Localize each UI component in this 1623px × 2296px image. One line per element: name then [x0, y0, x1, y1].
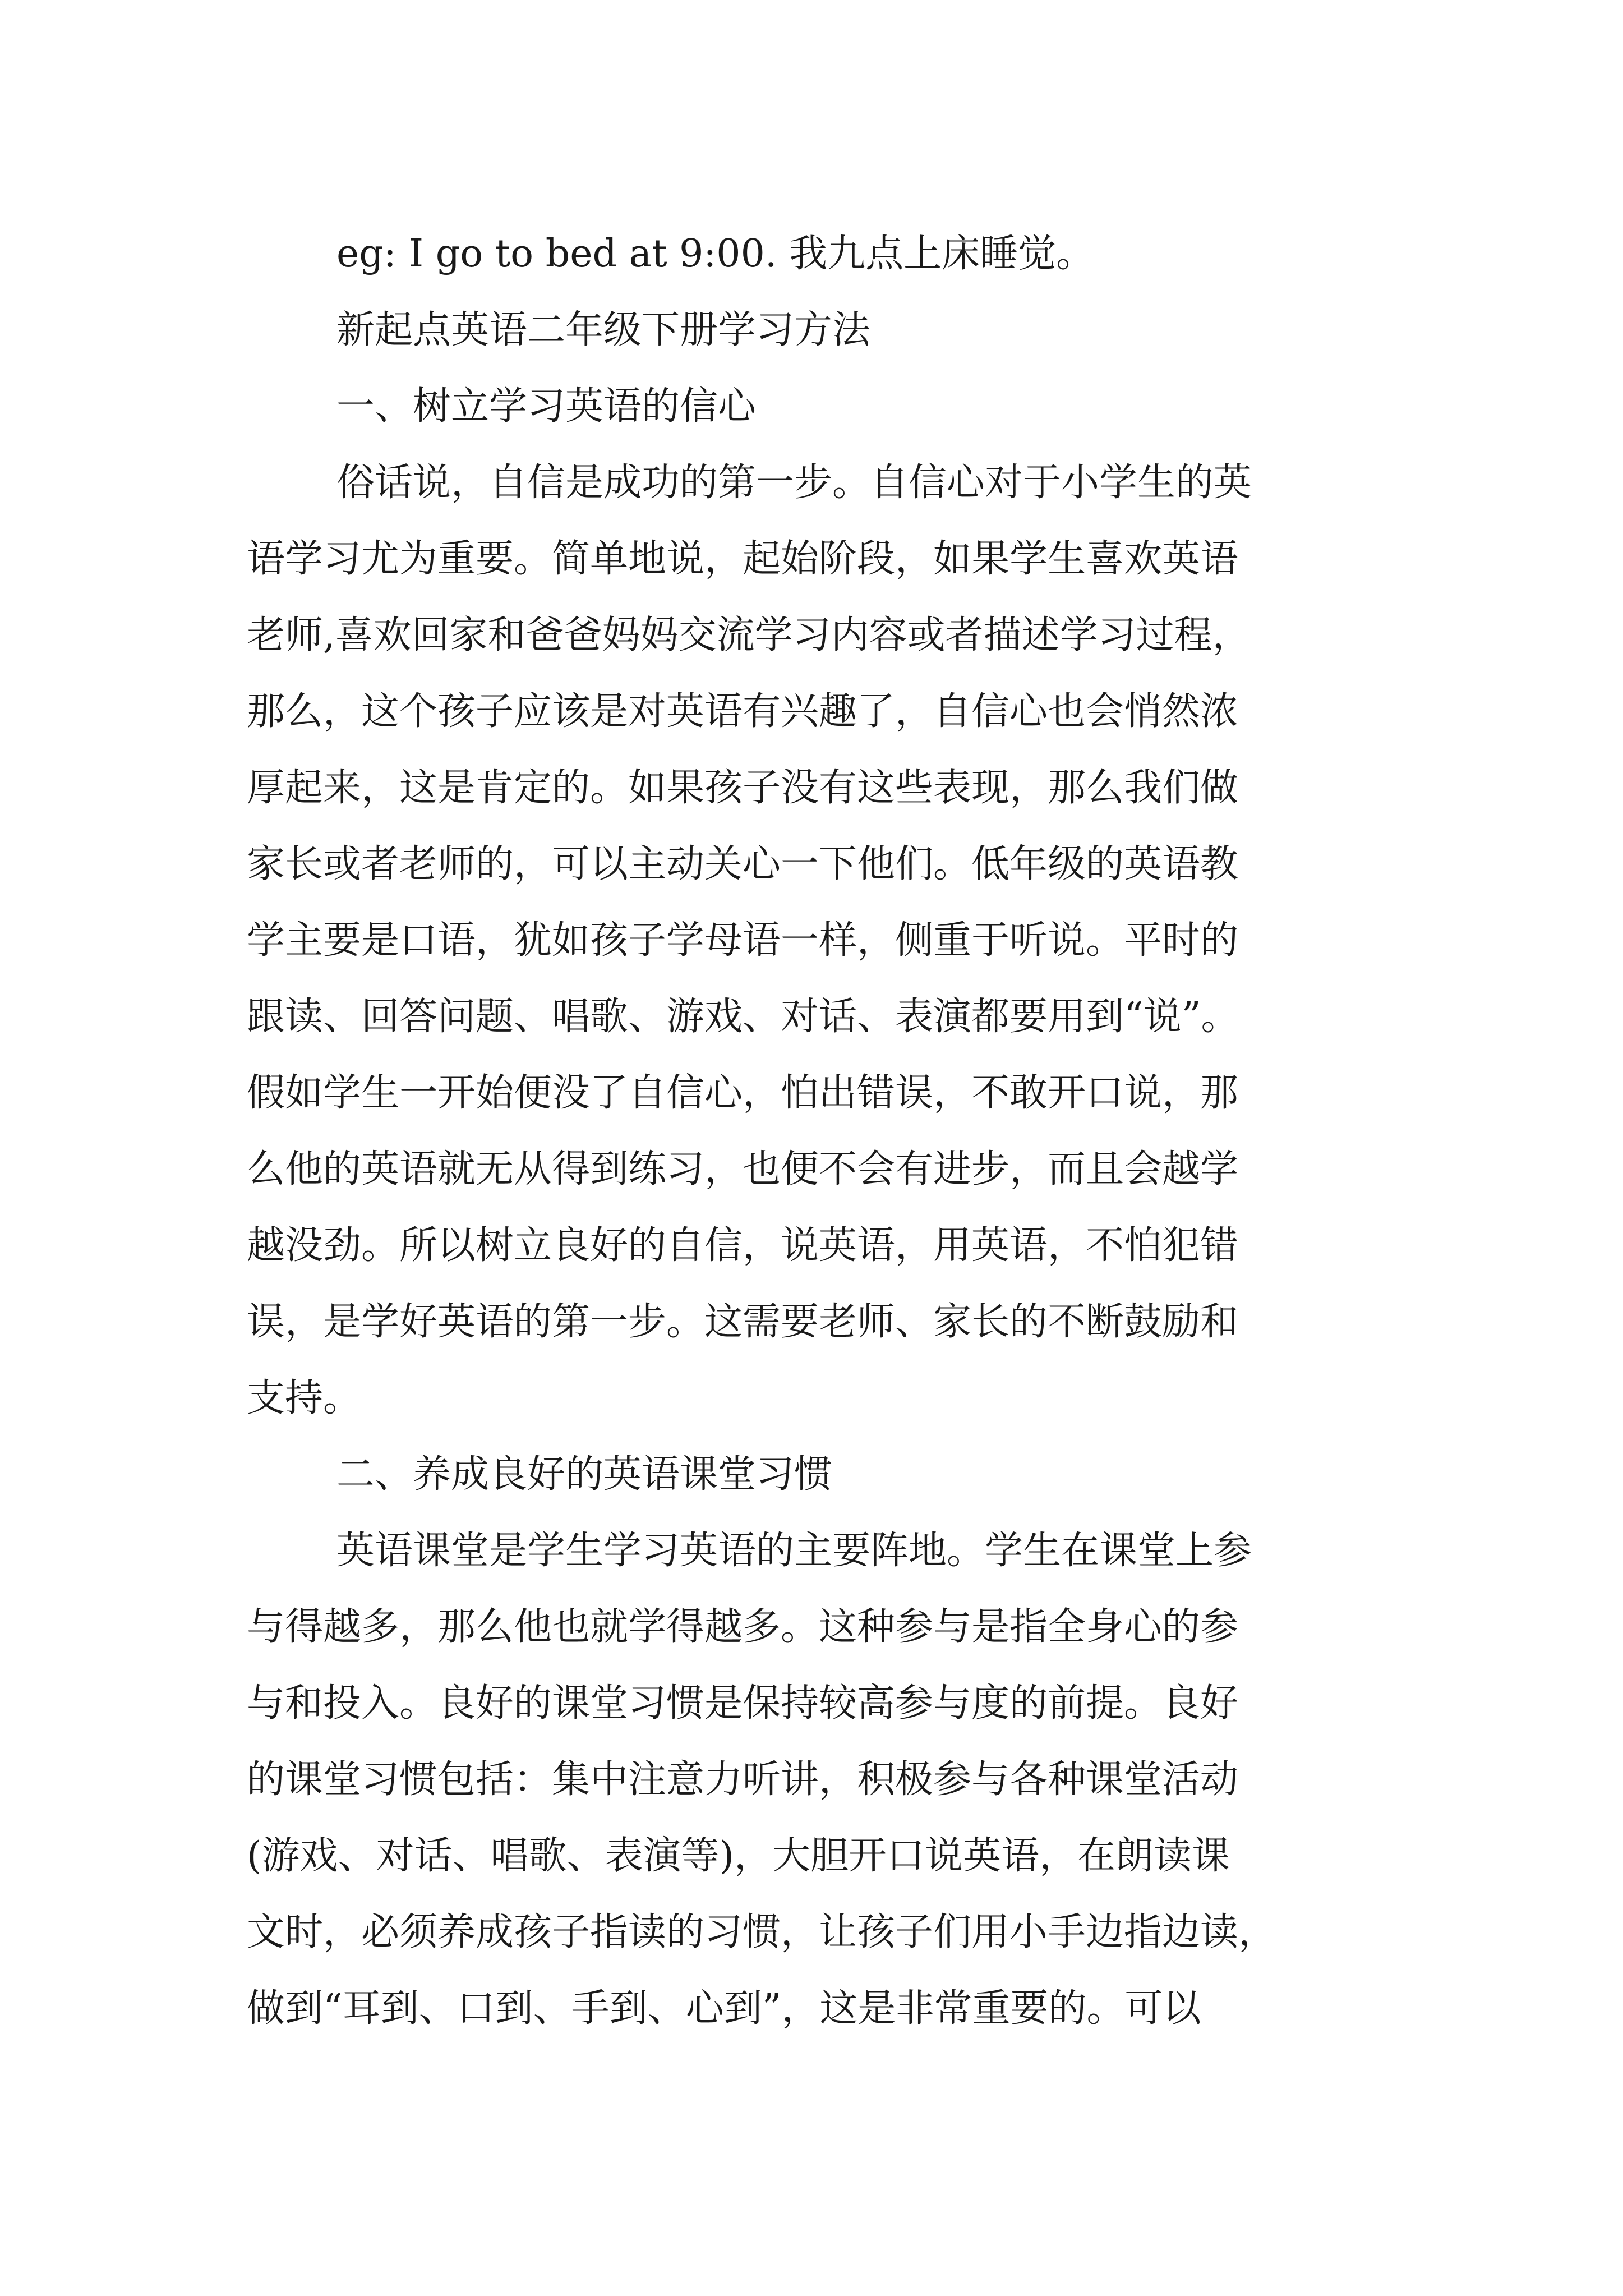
- paragraph-line: 做到“耳到、口到、手到、心到”，这是非常重要的。可以: [247, 1986, 1201, 2031]
- paragraph-line: 厚起来，这是肯定的。如果孩子没有这些表现，那么我们做: [247, 766, 1239, 810]
- paragraph-line: 跟读、回答问题、唱歌、游戏、对话、表演都要用到“说”。: [247, 995, 1239, 1039]
- example-sentence: eg: I go to bed at 9:00. 我九点上床睡觉。: [336, 232, 1095, 276]
- section-heading-2: 二、养成良好的英语课堂习惯: [336, 1452, 833, 1497]
- paragraph-line: 的课堂习惯包括：集中注意力听讲，积极参与各种课堂活动: [247, 1757, 1239, 1802]
- paragraph-line: 文时，必须养成孩子指读的习惯，让孩子们用小手边指边读，: [247, 1910, 1277, 1954]
- paragraph-line: 家长或者老师的，可以主动关心一下他们。低年级的英语教: [247, 842, 1239, 886]
- paragraph-line: (游戏、对话、唱歌、表演等)，大胆开口说英语，在朗读课: [247, 1834, 1230, 1878]
- paragraph-line: 越没劲。所以树立良好的自信，说英语，用英语，不怕犯错: [247, 1223, 1239, 1268]
- paragraph-line: 老师,喜欢回家和爸爸妈妈交流学习内容或者描述学习过程，: [247, 613, 1251, 657]
- paragraph-line: 那么，这个孩子应该是对英语有兴趣了，自信心也会悄然浓: [247, 689, 1239, 734]
- paragraph-line: 与和投入。良好的课堂习惯是保持较高参与度的前提。良好: [247, 1681, 1239, 1726]
- document-page: [247, 216, 1391, 2047]
- paragraph-line: 支持。: [247, 1376, 362, 1420]
- paragraph-line: 英语课堂是学生学习英语的主要阵地。学生在课堂上参: [336, 1529, 1252, 1573]
- document-title: 新起点英语二年级下册学习方法: [336, 308, 871, 352]
- paragraph-line: 么他的英语就无从得到练习，也便不会有进步，而且会越学: [247, 1147, 1239, 1191]
- paragraph-line: 语学习尤为重要。简单地说，起始阶段，如果学生喜欢英语: [247, 537, 1239, 581]
- paragraph-line: 与得越多，那么他也就学得越多。这种参与是指全身心的参: [247, 1605, 1239, 1649]
- paragraph-line: 学主要是口语，犹如孩子学母语一样，侧重于听说。平时的: [247, 918, 1239, 963]
- paragraph-line: 假如学生一开始便没了自信心，怕出错误，不敢开口说，那: [247, 1071, 1239, 1115]
- paragraph-line: 俗话说，自信是成功的第一步。自信心对于小学生的英: [336, 461, 1252, 505]
- section-heading-1: 一、树立学习英语的信心: [336, 384, 757, 429]
- paragraph-line: 误，是学好英语的第一步。这需要老师、家长的不断鼓励和: [247, 1300, 1239, 1344]
